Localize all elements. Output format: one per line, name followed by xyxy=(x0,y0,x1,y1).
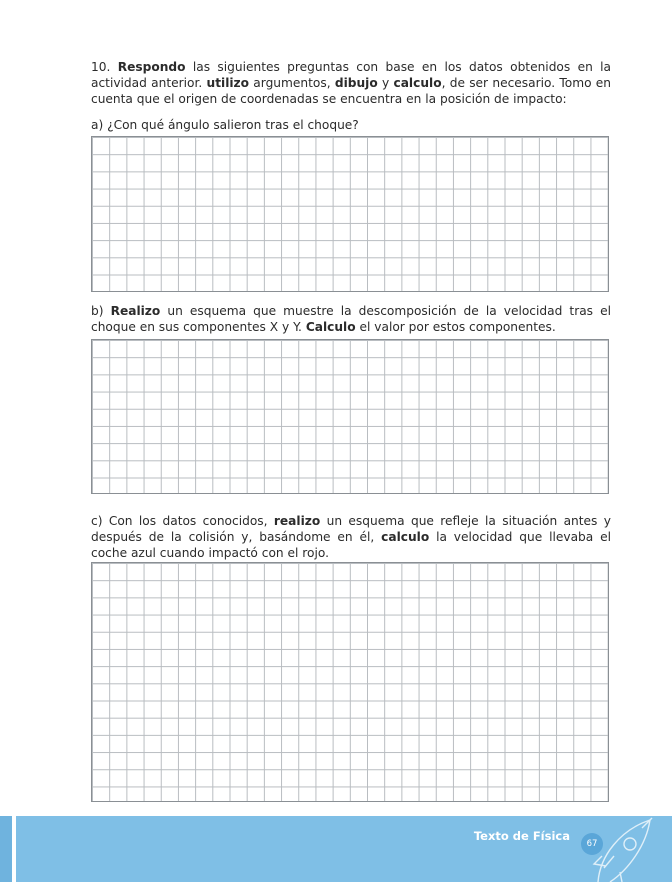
part-c-text-2: la velocidad que llevaba el coche azul cuando impactó con el rojo. xyxy=(91,530,611,560)
footer-left-strip xyxy=(0,816,12,882)
verb-calculo-b: Calculo xyxy=(305,320,356,334)
part-c-prefix: c) Con los datos conocidos, xyxy=(91,514,274,528)
verb-calculo-c: calculo xyxy=(381,530,430,544)
part-c-text-1: un esquema que refleje la situación antes y después de la colisión y, basándome en él, xyxy=(91,514,611,544)
part-b-prefix: b) xyxy=(91,304,111,318)
verb-dibujo: dibujo xyxy=(334,76,378,90)
verb-utilizo: utilizo xyxy=(206,76,250,90)
part-a-prompt xyxy=(91,117,611,133)
footer-title: Texto de Física xyxy=(473,829,570,843)
footer-band xyxy=(0,816,672,882)
question-text-1: las siguientes preguntas con base en los datos obtenidos en la actividad anterior. xyxy=(91,60,611,90)
part-b-text-2: el valor por estos componentes. xyxy=(355,320,556,334)
footer-divider-line xyxy=(12,816,16,882)
answer-grid-b[interactable] xyxy=(91,339,609,494)
page-number-badge: 67 xyxy=(581,833,603,855)
verb-realizo-c: realizo xyxy=(273,514,321,528)
answer-grid-a[interactable] xyxy=(91,136,609,292)
question-number: 10. xyxy=(91,60,111,74)
verb-realizo: Realizo xyxy=(110,304,161,318)
verb-calculo: calculo xyxy=(393,76,442,90)
part-b-text-1: un esquema que muestre la descomposición de la velocidad tras el choque en sus componentes X y Y. xyxy=(91,304,611,334)
part-a-text: a) ¿Con qué ángulo salieron tras el choque? xyxy=(91,118,359,132)
question-text-3: y xyxy=(377,76,394,90)
verb-respondo: Respondo xyxy=(117,60,186,74)
part-c-prompt xyxy=(91,513,611,561)
question-10-instructions xyxy=(91,59,611,107)
bottom-margin xyxy=(0,882,672,886)
part-b-prompt xyxy=(91,303,611,335)
answer-grid-c[interactable] xyxy=(91,562,609,802)
question-text-2: argumentos, xyxy=(249,76,335,90)
question-text-4: , de ser necesario. Tomo en cuenta que el origen de coordenadas se encuentra en la posición de impacto: xyxy=(91,76,612,106)
